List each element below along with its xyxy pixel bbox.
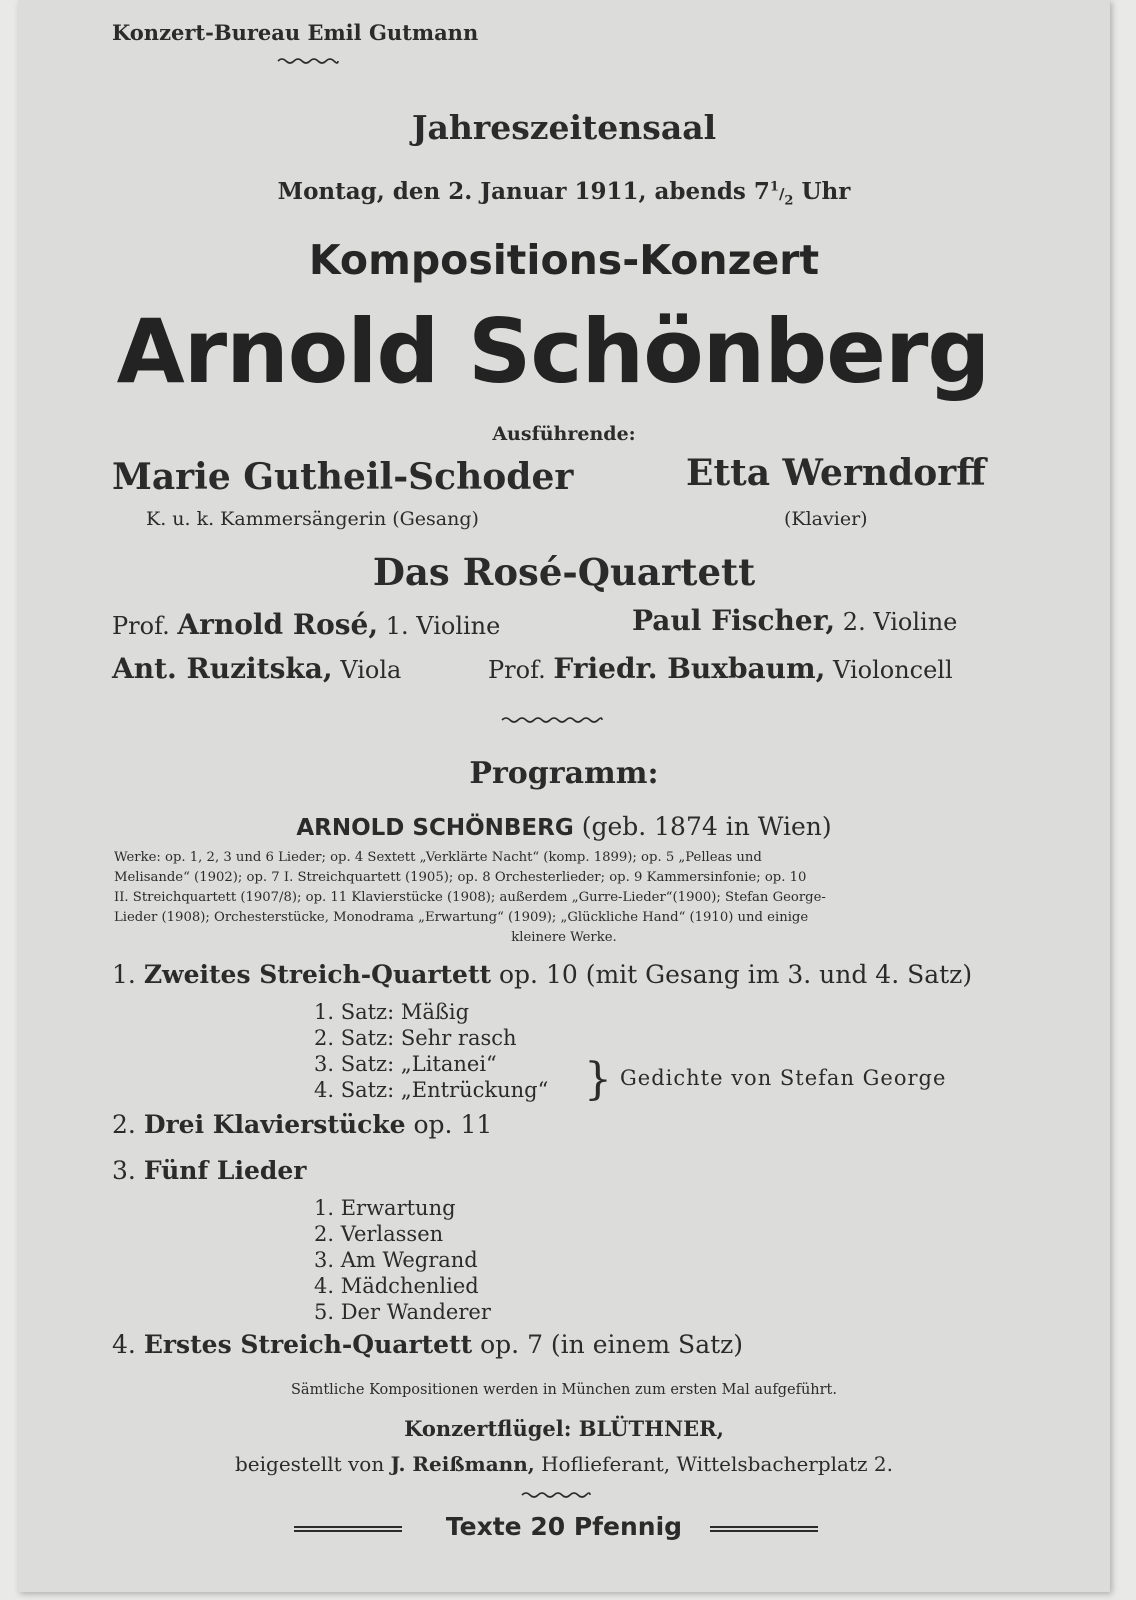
program-heading: Programm: [469,756,659,791]
ornament-squiggle [276,56,340,66]
pianist-name: Etta Werndorff [686,452,986,494]
works-line: Melisande“ (1902); op. 7 I. Streichquartett (1905); op. 8 Orchesterlieder; op. 9 Kammersinfonie; op. 10 [114,870,807,885]
concert-title: Kompositions-Konzert [308,236,820,284]
movement: 3. Satz: „Litanei“ [314,1052,497,1076]
quartet-name: Das Rosé-Quartett [372,550,756,594]
piano-line: Konzertflügel: BLÜTHNER, [404,1416,724,1441]
venue: Jahreszeitensaal [411,108,717,147]
program-item-2 [112,1110,492,1139]
item-number: 3. [112,1156,136,1185]
item-number: 4. [112,1330,136,1359]
item-title: Erstes Streich-Quartett [143,1330,473,1359]
item-title: Drei Klavierstücke [143,1110,406,1139]
price: Texte 20 Pfennig [445,1512,683,1541]
member-instrument: Viola [340,656,402,684]
supplier-name: J. Reißmann, [390,1452,535,1476]
time-fraction-numerator: 1 [769,179,779,195]
double-rule-right [710,1526,818,1532]
time-fraction-denominator: 2 [784,193,794,209]
member-3 [112,652,401,685]
member-name: Arnold Rosé, [177,608,379,641]
program-item-3 [112,1156,306,1185]
member-instrument: 1. Violine [385,612,501,640]
song: 3. Am Wegrand [314,1248,478,1272]
date-line: Montag, den 2. Januar 1911, abends $7^1/_2$ Uhr [277,178,851,209]
member-prefix: Prof. [112,612,170,640]
program-item-4 [112,1330,743,1359]
ornament-squiggle [500,715,604,725]
member-1 [112,608,500,641]
singer-name: Marie Gutheil-Schoder [112,456,574,498]
supplier-address: Hoflieferant, Wittelsbacherplatz 2. [541,1452,893,1476]
performers-heading: Ausführende: [492,423,636,445]
item-detail: op. 7 (in einem Satz) [480,1330,744,1359]
composer-line [18,812,1110,841]
member-2 [632,604,957,637]
composer-banner: Arnold Schönberg [116,300,990,403]
works-line: Werke: op. 1, 2, 3 und 6 Lieder; op. 4 Sextett „Verklärte Nacht“ (komp. 1899); op. 5 „Pelleas und [114,850,762,865]
pianist-role: (Klavier) [784,508,868,530]
member-prefix: Prof. [488,656,546,684]
member-name: Friedr. Buxbaum, [553,652,826,685]
composer-caps: ARNOLD SCHÖNBERG [296,815,574,841]
member-4 [488,652,953,685]
movement: 4. Satz: „Entrückung“ [314,1078,549,1102]
member-instrument: 2. Violine [842,608,958,636]
item-number: 1. [112,960,136,989]
movement: 2. Satz: Sehr rasch [314,1026,517,1050]
member-name: Ant. Ruzitska, [112,652,333,685]
item-title: Fünf Lieder [143,1156,307,1185]
member-name: Paul Fischer, [632,604,836,637]
movement: 1. Satz: Mäßig [314,1000,470,1024]
works-line: II. Streichquartett (1907/8); op. 11 Klavierstücke (1908); außerdem „Gurre-Lieder“(1900); Stefan George- [114,890,826,905]
program-item-1 [112,960,972,989]
song: 5. Der Wanderer [314,1300,491,1324]
composer-birth: (geb. 1874 in Wien) [581,812,832,841]
concert-program-page [18,0,1110,1592]
poem-note: Gedichte von Stefan George [620,1066,947,1090]
song: 2. Verlassen [314,1222,444,1246]
brace-icon: } [584,1054,612,1105]
member-instrument: Violoncell [833,656,953,684]
singer-role: K. u. k. Kammersängerin (Gesang) [146,508,479,530]
supplier-line [18,1452,1110,1476]
works-line: kleinere Werke. [511,930,617,945]
item-title: Zweites Streich-Quartett [143,960,492,989]
item-detail: op. 11 [413,1110,493,1139]
supplier-prefix: beigestellt von [234,1452,385,1476]
item-detail: op. 10 (mit Gesang im 3. und 4. Satz) [499,960,973,989]
date-text: Montag, den 2. Januar 1911, abends 7 [277,178,770,205]
bureau-name: Konzert-Bureau Emil Gutmann [112,20,479,45]
ornament-squiggle [520,1490,592,1500]
song: 4. Mädchenlied [314,1274,479,1298]
time-unit: Uhr [801,178,851,205]
item-number: 2. [112,1110,136,1139]
premiere-note: Sämtliche Kompositionen werden in München zum ersten Mal aufgeführt. [291,1382,837,1398]
works-line: Lieder (1908); Orchesterstücke, Monodrama „Erwartung“ (1909); „Glückliche Hand“ (1910) und einige [114,910,809,925]
song: 1. Erwartung [314,1196,456,1220]
